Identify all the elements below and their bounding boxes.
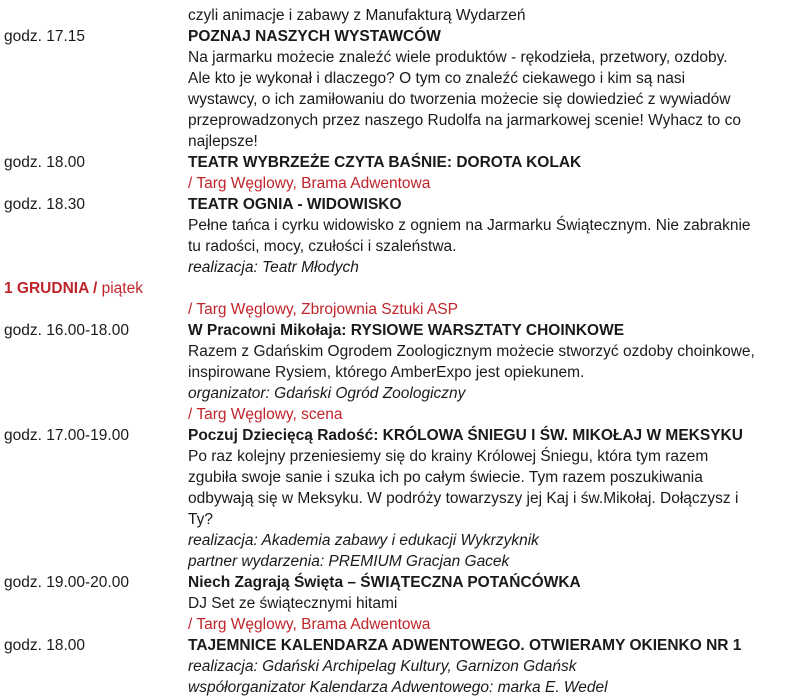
venue-label: / Targ Węglowy, scena xyxy=(188,406,343,423)
intro-line: czyli animacje i zabawy z Manufakturą Wydarzeń xyxy=(188,7,526,24)
event-desc-line: Razem z Gdańskim Ogrodem Zoologicznym możecie stworzyć ozdoby choinkowe, xyxy=(188,343,755,360)
event-time: godz. 18.00 xyxy=(4,154,86,171)
event-desc-line: Pełne tańca i cyrku widowisko z ogniem na Jarmarku Świątecznym. Nie zabraknie xyxy=(188,217,751,234)
weekday-label: piątek xyxy=(97,280,143,297)
event-coorganizer: współorganizator Kalendarza Adwentowego: marka E. Wedel xyxy=(188,679,608,696)
event-desc-line: Po raz kolejny przeniesiemy się do krainy Królowej Śniegu, która tym razem xyxy=(188,448,709,465)
event-desc-line: przeprowadzonych przez naszego Rudolfa na jarmarkowej scenie! Wyhacz to co xyxy=(188,112,741,129)
event-desc-line: odbywają się w Meksyku. W podróży towarzyszy jej Kaj i św.Mikołaj. Dołączysz i xyxy=(188,490,739,507)
event-desc-line: tu radości, mocy, czułości i szaleństwa. xyxy=(188,238,457,255)
event-credit: realizacja: Teatr Młodych xyxy=(188,259,359,276)
event-desc-line: wystawcy, o ich zamiłowaniu do tworzenia możecie się dowiedzieć z wywiadów xyxy=(188,91,731,108)
event-desc-line: najlepsze! xyxy=(188,133,258,150)
event-credit: realizacja: Akademia zabawy i edukacji Wykrzyknik xyxy=(188,532,539,549)
event-venue: / Targ Węglowy, Brama Adwentowa xyxy=(188,175,431,192)
event-title: TAJEMNICE KALENDARZA ADWENTOWEGO. OTWIERAMY OKIENKO NR 1 xyxy=(188,637,742,654)
event-time: godz. 18.00 xyxy=(4,637,86,654)
event-title: TEATR WYBRZEŻE CZYTA BAŚNIE: DOROTA KOLAK xyxy=(188,154,582,171)
venue-label: / Targ Węglowy, Brama Adwentowa xyxy=(188,616,431,633)
event-desc-line: inspirowane Rysiem, którego AmberExpo jest opiekunem. xyxy=(188,364,585,381)
event-desc-line: Ale kto je wykonał i dlaczego? O tym co znaleźć ciekawego i kim są nasi xyxy=(188,70,686,87)
event-desc-line: Na jarmarku możecie znaleźć wiele produktów - rękodzieła, przetwory, ozdoby. xyxy=(188,49,728,66)
date-label: 1 GRUDNIA / xyxy=(4,280,98,297)
venue-label: / Targ Węglowy, Zbrojownia Sztuki ASP xyxy=(188,301,458,318)
event-desc-line: DJ Set ze świątecznymi hitami xyxy=(188,595,398,612)
event-credit: realizacja: Gdański Archipelag Kultury, Garnizon Gdańsk xyxy=(188,658,577,675)
event-credit: organizator: Gdański Ogród Zoologiczny xyxy=(188,385,466,402)
event-title: W Pracowni Mikołaja: RYSIOWE WARSZTATY CHOINKOWE xyxy=(188,322,625,339)
event-time: godz. 19.00-20.00 xyxy=(4,574,129,591)
event-title: TEATR OGNIA - WIDOWISKO xyxy=(188,196,402,213)
event-partner: partner wydarzenia: PREMIUM Gracjan Gacek xyxy=(188,553,510,570)
event-time: godz. 17.00-19.00 xyxy=(4,427,129,444)
event-title: POZNAJ NASZYCH WYSTAWCÓW xyxy=(188,28,441,45)
event-title: Poczuj Dziecięcą Radość: KRÓLOWA ŚNIEGU I ŚW. MIKOŁAJ W MEKSYKU xyxy=(188,427,743,444)
event-title: Niech Zagrają Święta – ŚWIĄTECZNA POTAŃCÓWKA xyxy=(188,574,581,591)
event-time: godz. 17.15 xyxy=(4,28,86,45)
event-desc-line: zgubiła swoje sanie i szuka ich po całym świecie. Tym razem poszukiwania xyxy=(188,469,703,486)
event-desc-line: Ty? xyxy=(188,511,213,528)
event-time: godz. 16.00-18.00 xyxy=(4,322,129,339)
date-heading xyxy=(4,278,143,299)
event-time: godz. 18.30 xyxy=(4,196,86,213)
